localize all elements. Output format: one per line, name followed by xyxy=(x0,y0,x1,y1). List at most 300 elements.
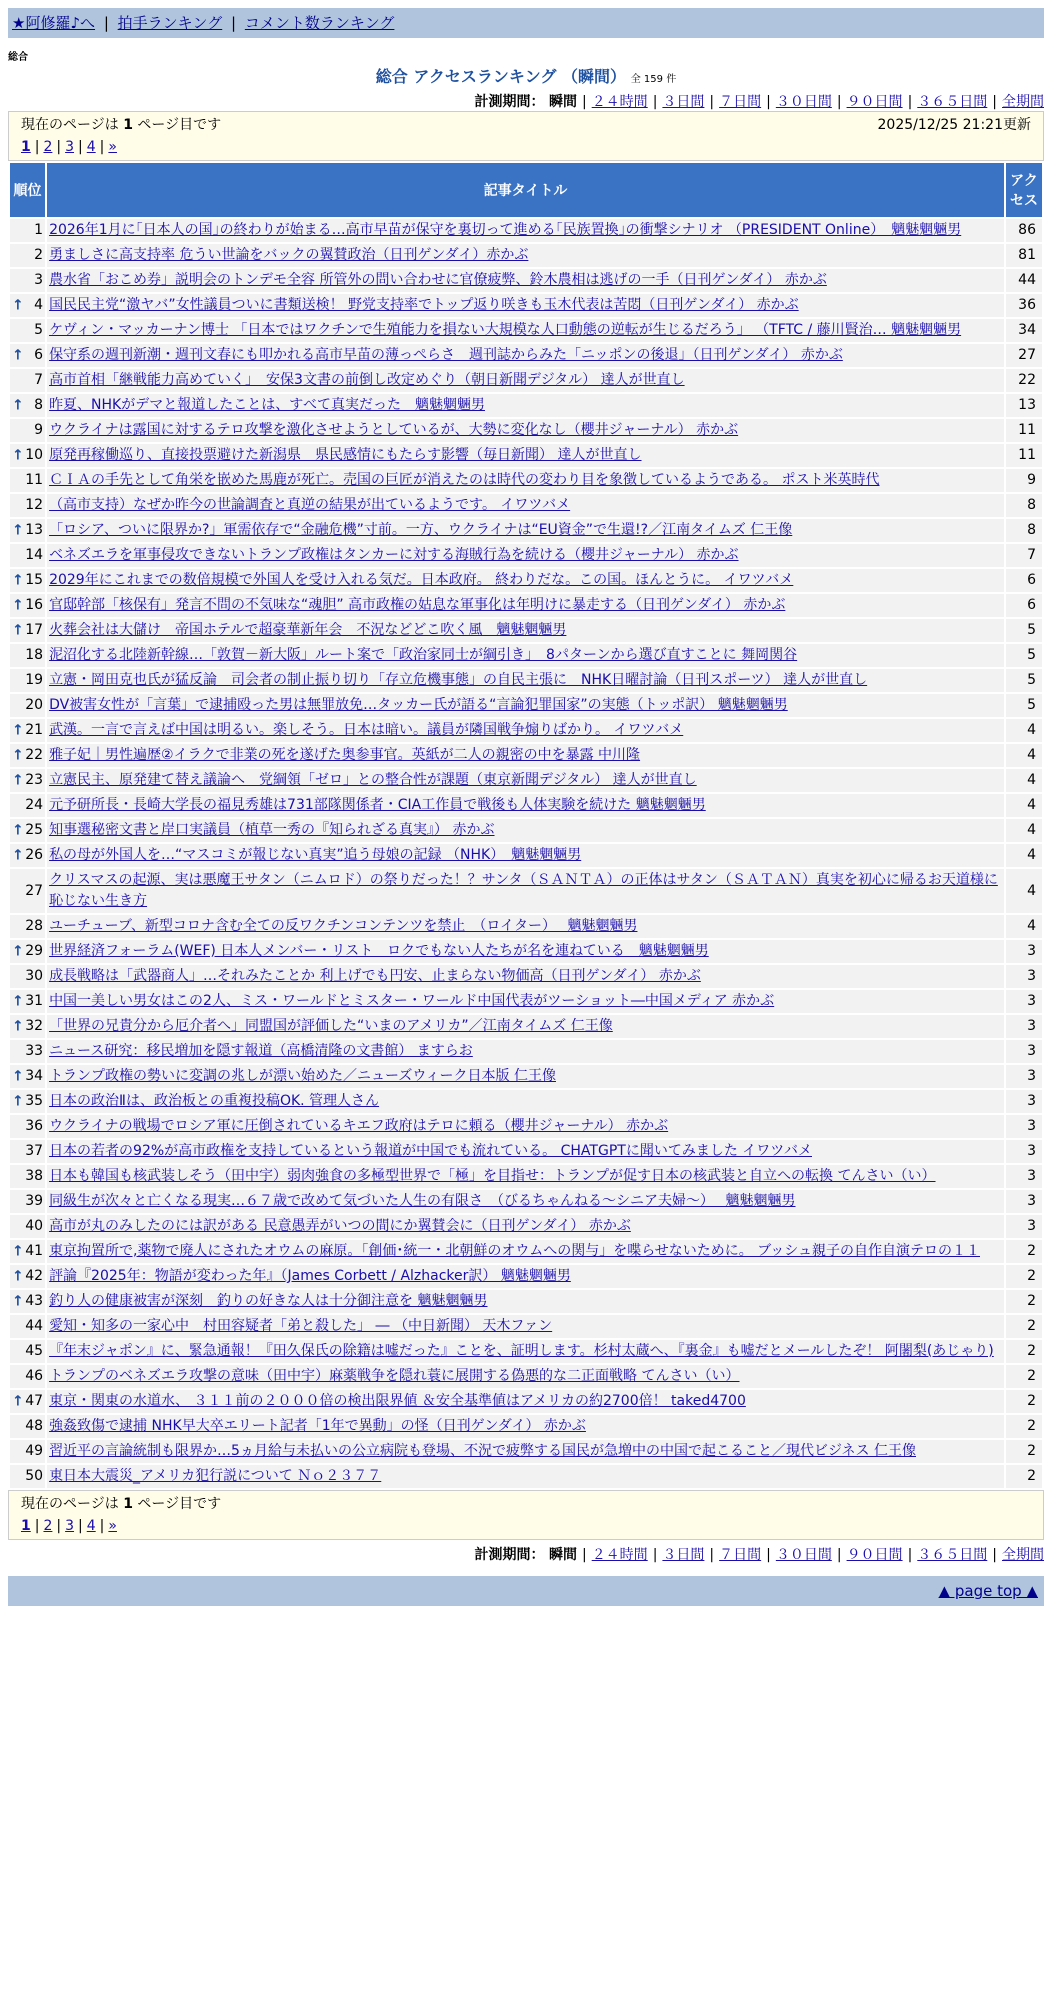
table-row xyxy=(10,219,1042,242)
category-label: 総合 xyxy=(8,52,28,63)
article-link[interactable]: トランプのベネズエラ攻撃の意味（田中宇）麻薬戦争を隠れ蓑に展開する偽悪的な二正面戦略 てんさい（い） xyxy=(49,1368,740,1384)
table-row xyxy=(10,344,1042,367)
access-count: 36 xyxy=(1006,294,1042,317)
ranking-table xyxy=(8,161,1044,1490)
access-count: 27 xyxy=(1006,344,1042,367)
article-link[interactable]: 2026年1月に｢日本人の国｣の終わりが始まる…高市早苗が保守を裏切って進める｢民族置換｣の衝撃シナリオ （PRESIDENT Online） 魑魅魍魎男 xyxy=(49,222,962,238)
rank-cell xyxy=(10,594,45,617)
rank-number: 36 xyxy=(25,1118,44,1134)
access-count: 11 xyxy=(1006,444,1042,467)
table-row xyxy=(10,1465,1042,1488)
rank-up-arrow-icon: ↑ xyxy=(12,622,24,638)
page-links xyxy=(21,1515,1031,1537)
access-count: 3 xyxy=(1006,1140,1042,1163)
article-link[interactable]: 日本の政治Ⅱは、政治板との重複投稿OK. 管理人さん xyxy=(49,1093,380,1109)
access-count: 6 xyxy=(1006,594,1042,617)
article-link[interactable]: ウクライナの戦場でロシア軍に圧倒されているキエフ政府はテロに頼る（櫻井ジャーナル） 赤かぶ xyxy=(49,1118,669,1134)
period-6[interactable]: ３６５日間 xyxy=(917,1547,988,1563)
rank-number: 2 xyxy=(34,247,44,263)
page-separator: | xyxy=(56,139,62,155)
rank-number: 1 xyxy=(34,222,44,238)
page-links xyxy=(21,136,1031,158)
rank-number: 14 xyxy=(25,547,44,563)
table-row xyxy=(10,1190,1042,1213)
access-count: 2 xyxy=(1006,1315,1042,1338)
title-cell xyxy=(47,294,1004,317)
period-3[interactable]: ７日間 xyxy=(719,1547,762,1563)
article-link[interactable]: 元予研所長・長崎大学長の福見秀雄は731部隊関係者・CIA工作員で戦後も人体実験を続けた 魑魅魍魎男 xyxy=(49,797,706,813)
period-separator: | xyxy=(907,94,913,110)
access-count: 4 xyxy=(1006,719,1042,742)
title-cell xyxy=(47,219,1004,242)
rank-number: 37 xyxy=(25,1143,44,1159)
article-link[interactable]: 私の母が外国人を…“マスコミが報じない真実”追う母娘の記録 （NHK） 魑魅魍魎男 xyxy=(49,847,582,863)
table-row xyxy=(10,569,1042,592)
period-separator: | xyxy=(581,94,587,110)
access-count: 5 xyxy=(1006,619,1042,642)
access-count: 7 xyxy=(1006,544,1042,567)
period-label: 計測期間： xyxy=(474,1547,545,1563)
rank-number: 48 xyxy=(25,1418,44,1434)
article-link[interactable]: 習近平の言論統制も限界か…5ヵ月給与未払いの公立病院も登場、不況で疲弊する国民が急増中の中国で起こること／現代ビジネス 仁王像 xyxy=(49,1443,916,1459)
title-cell xyxy=(47,1140,1004,1163)
rank-number: 49 xyxy=(25,1443,44,1459)
period-separator: | xyxy=(709,1547,715,1563)
table-row xyxy=(10,469,1042,492)
period-6[interactable]: ３６５日間 xyxy=(917,94,988,110)
rank-number: 41 xyxy=(25,1243,44,1259)
page-link-4[interactable]: 4 xyxy=(86,1518,96,1534)
article-link[interactable]: 「ロシア、ついに限界か?」軍需依存で“金融危機”寸前。一方、ウクライナは“EU資金”で生還!?／江南タイムズ 仁王像 xyxy=(49,522,793,538)
header-title: 記事タイトル xyxy=(47,163,1004,217)
access-count: 4 xyxy=(1006,915,1042,938)
table-row xyxy=(10,1440,1042,1463)
title-cell xyxy=(47,990,1004,1013)
article-link[interactable]: 強姦致傷で逮捕 NHK早大卒エリート記者「1年で異動」の怪（日刊ゲンダイ） 赤かぶ xyxy=(49,1418,586,1434)
article-link[interactable]: 日本の若者の92%が高市政権を支持しているという報道が中国でも流れている。 CHATGPTに聞いてみました イワツバメ xyxy=(49,1143,812,1159)
rank-cell xyxy=(10,1465,45,1488)
rank-number: 17 xyxy=(25,622,44,638)
table-row xyxy=(10,1040,1042,1063)
page-separator: | xyxy=(78,139,83,155)
period-separator: | xyxy=(907,1547,913,1563)
access-count: 3 xyxy=(1006,1215,1042,1238)
title-cell xyxy=(47,1165,1004,1188)
rank-cell xyxy=(10,1390,45,1413)
table-row xyxy=(10,965,1042,988)
article-link[interactable]: 立憲民主、原発建て替え議論へ 党綱領「ゼロ」との整合性が課題（東京新聞デジタル） 達人が世直し xyxy=(49,772,697,788)
article-link[interactable]: 官邸幹部「核保有」発言不問の不気味な“魂胆” 高市政権の姑息な軍事化は年明けに暴走する（日刊ゲンダイ） 赤かぶ xyxy=(49,597,786,613)
article-link[interactable]: クリスマスの起源、実は悪魔王サタン（ニムロド）の祭りだった！？サンタ（ＳＡＮＴＡ）の正体はサタン（ＳＡＴＡＮ）真実を初心に帰るお天道様に恥じない生き方 xyxy=(49,872,998,909)
page-link-2[interactable]: 2 xyxy=(43,1518,53,1534)
title-cell xyxy=(47,419,1004,442)
home-link[interactable]: ★阿修羅♪へ xyxy=(12,14,96,32)
title-cell xyxy=(47,669,1004,692)
rank-number: 32 xyxy=(25,1018,44,1034)
period-1[interactable]: ２４時間 xyxy=(591,94,648,110)
rank-number: 47 xyxy=(25,1393,44,1409)
article-link[interactable]: 雅子妃｜男性遍歴②イラクで非業の死を遂げた奥参事官。英紙が二人の親密の中を暴露 中川隆 xyxy=(49,747,641,763)
table-row xyxy=(10,269,1042,292)
rank-cell xyxy=(10,794,45,817)
page-separator: | xyxy=(34,139,40,155)
article-link[interactable]: 知事選秘密文書と岸口実議員（植草一秀の『知られざる真実』） 赤かぶ xyxy=(49,822,495,838)
table-row xyxy=(10,494,1042,517)
rank-up-arrow-icon: ↑ xyxy=(12,847,24,863)
rank-number: 24 xyxy=(25,797,44,813)
title-cell xyxy=(47,1190,1004,1213)
period-2[interactable]: ３日間 xyxy=(662,94,705,110)
rank-cell xyxy=(10,369,45,392)
current-page-text: 現在のページは 1 ページ目です xyxy=(21,1496,222,1512)
rank-up-arrow-icon: ↑ xyxy=(12,1093,24,1109)
rank-cell xyxy=(10,1340,45,1363)
page-link-1[interactable]: 1 xyxy=(21,1518,31,1534)
rank-number: 22 xyxy=(25,747,44,763)
table-row xyxy=(10,719,1042,742)
access-count: 4 xyxy=(1006,869,1042,913)
title-cell xyxy=(47,819,1004,842)
rank-number: 26 xyxy=(25,847,44,863)
rank-cell xyxy=(10,1215,45,1238)
title-cell xyxy=(47,744,1004,767)
article-link[interactable]: 日本も韓国も核武装しそう（田中宇）弱肉強食の多極型世界で「極」を目指せ：トランプが促す日本の核武装と自立への転換 てんさい（い） xyxy=(49,1168,936,1184)
article-link[interactable]: 昨夏、NHKがデマと報道したことは、すべて真実だった 魑魅魍魎男 xyxy=(49,397,485,413)
period-5[interactable]: ９０日間 xyxy=(846,94,903,110)
footer-bar xyxy=(8,1576,1044,1606)
rank-number: 44 xyxy=(25,1318,44,1334)
article-link[interactable]: 高市が丸のみしたのには訳がある 民意愚弄がいつの間にか翼賛会に（日刊ゲンダイ） 赤かぶ xyxy=(49,1218,631,1234)
title-cell xyxy=(47,644,1004,667)
rank-cell xyxy=(10,1365,45,1388)
table-row xyxy=(10,1240,1042,1263)
table-row xyxy=(10,294,1042,317)
rank-cell xyxy=(10,915,45,938)
access-count: 3 xyxy=(1006,1065,1042,1088)
access-count: 2 xyxy=(1006,1465,1042,1488)
title-cell xyxy=(47,719,1004,742)
rank-number: 12 xyxy=(25,497,44,513)
article-link[interactable]: ユーチューブ、新型コロナ含む全ての反ワクチンコンテンツを禁止 （ロイター） 魑魅魍魎男 xyxy=(49,918,638,934)
rank-number: 19 xyxy=(25,672,44,688)
access-count: 3 xyxy=(1006,1015,1042,1038)
access-count: 2 xyxy=(1006,1390,1042,1413)
rank-cell xyxy=(10,1090,45,1113)
article-link[interactable]: 『年末ジャポン』に、緊急通報！『田久保氏の除籍は嘘だった』ことを、証明します。杉村太蔵へ、『裏金』も嘘だとメールしたぞ！ 阿闍梨(あじゃり) xyxy=(49,1343,994,1359)
access-count: 2 xyxy=(1006,1440,1042,1463)
title-cell xyxy=(47,1315,1004,1338)
article-link[interactable]: 2029年にこれまでの数倍規模で外国人を受け入れる気だ。日本政府。 終わりだな。この国。ほんとうに。 イワツバメ xyxy=(49,572,794,588)
rank-up-arrow-icon: ↑ xyxy=(12,447,24,463)
table-row xyxy=(10,394,1042,417)
page-top-link[interactable]: ▲ page top ▲ xyxy=(938,1582,1038,1600)
article-link[interactable]: 評論『2025年：物語が変わった年』（James Corbett / Alzhacker訳） 魑魅魍魎男 xyxy=(49,1268,571,1284)
rank-number: 5 xyxy=(34,322,44,338)
title-cell xyxy=(47,569,1004,592)
page-link-3[interactable]: 3 xyxy=(65,139,75,155)
table-row xyxy=(10,794,1042,817)
rank-cell xyxy=(10,394,45,417)
title-cell xyxy=(47,619,1004,642)
period-separator: | xyxy=(581,1547,587,1563)
access-count: 8 xyxy=(1006,494,1042,517)
rank-cell xyxy=(10,344,45,367)
table-row xyxy=(10,1265,1042,1288)
title-cell xyxy=(47,494,1004,517)
article-link[interactable]: ベネズエラを軍事侵攻できないトランプ政権はタンカーに対する海賊行為を続ける（櫻井ジャーナル） 赤かぶ xyxy=(49,547,739,563)
article-link[interactable]: 東日本大震災_アメリカ犯行説について Ｎｏ２３７７ xyxy=(49,1468,382,1484)
next-page-link[interactable]: » xyxy=(108,1518,117,1534)
table-row xyxy=(10,1390,1042,1413)
access-count: 4 xyxy=(1006,744,1042,767)
rank-up-arrow-icon: ↑ xyxy=(12,1068,24,1084)
rank-number: 11 xyxy=(25,472,44,488)
article-link[interactable]: 原発再稼働巡り、直接投票避けた新潟県 県民感情にもたらす影響（毎日新聞） 達人が世直し xyxy=(49,447,642,463)
period-label: 計測期間： xyxy=(474,94,545,110)
title-cell xyxy=(47,1440,1004,1463)
period-0[interactable]: 瞬間 xyxy=(548,94,577,110)
total-count: 全 159 件 xyxy=(630,74,677,85)
article-link[interactable]: ウクライナは露国に対するテロ攻撃を激化させようとしているが、大勢に変化なし（櫻井ジャーナル） 赤かぶ xyxy=(49,422,739,438)
title-cell xyxy=(47,1415,1004,1438)
rank-up-arrow-icon: ↑ xyxy=(12,572,24,588)
access-count: 8 xyxy=(1006,519,1042,542)
rank-number: 33 xyxy=(25,1043,44,1059)
title-cell xyxy=(47,519,1004,542)
page-link-4[interactable]: 4 xyxy=(86,139,96,155)
access-count: 3 xyxy=(1006,990,1042,1013)
rank-number: 4 xyxy=(34,297,44,313)
rank-up-arrow-icon: ↑ xyxy=(12,397,24,413)
rank-number: 38 xyxy=(25,1168,44,1184)
rank-number: 35 xyxy=(25,1093,44,1109)
rank-up-arrow-icon: ↑ xyxy=(12,722,24,738)
title-cell xyxy=(47,844,1004,867)
rank-cell xyxy=(10,769,45,792)
table-row xyxy=(10,1315,1042,1338)
rank-up-arrow-icon: ↑ xyxy=(12,772,24,788)
title-cell xyxy=(47,940,1004,963)
rank-number: 6 xyxy=(34,347,44,363)
rank-number: 27 xyxy=(25,882,44,899)
rank-number: 18 xyxy=(25,647,44,663)
title-cell xyxy=(47,344,1004,367)
period-2[interactable]: ３日間 xyxy=(662,1547,705,1563)
rank-number: 28 xyxy=(25,918,44,934)
table-row xyxy=(10,1365,1042,1388)
article-link[interactable]: 泥沼化する北陸新幹線…「敦賀－新大阪」ルート案で「政治家同士が綱引き」 8パターンから選び直すことに 舞岡関谷 xyxy=(49,647,798,663)
table-row xyxy=(10,1015,1042,1038)
period-4[interactable]: ３０日間 xyxy=(775,1547,832,1563)
article-link[interactable]: 成長戦略は「武器商人」…それみたことか 利上げでも円安、止まらない物価高（日刊ゲンダイ） 赤かぶ xyxy=(49,968,701,984)
nav-separator: | xyxy=(103,14,109,32)
page-link-3[interactable]: 3 xyxy=(65,1518,75,1534)
rank-number: 43 xyxy=(25,1293,44,1309)
rank-cell xyxy=(10,244,45,267)
rank-number: 15 xyxy=(25,572,44,588)
article-link[interactable]: 火葬会社は大儲け 帝国ホテルで超豪華新年会 不況などどこ吹く風 魑魅魍魎男 xyxy=(49,622,567,638)
table-row xyxy=(10,1115,1042,1138)
page-link-2[interactable]: 2 xyxy=(43,139,53,155)
table-row xyxy=(10,544,1042,567)
rank-up-arrow-icon: ↑ xyxy=(12,1018,24,1034)
access-count: 3 xyxy=(1006,1115,1042,1138)
title-cell xyxy=(47,1390,1004,1413)
rank-cell xyxy=(10,819,45,842)
title-cell xyxy=(47,544,1004,567)
rank-cell xyxy=(10,319,45,342)
rank-up-arrow-icon: ↑ xyxy=(12,297,24,313)
article-link[interactable]: 愛知・知多の一家心中 村田容疑者「弟と殺した」 ― （中日新聞） 天木ファン xyxy=(49,1318,553,1334)
rank-cell xyxy=(10,694,45,717)
next-page-link[interactable]: » xyxy=(108,139,117,155)
rank-number: 16 xyxy=(25,597,44,613)
rank-cell xyxy=(10,1065,45,1088)
rank-up-arrow-icon: ↑ xyxy=(12,993,24,1009)
access-count: 3 xyxy=(1006,1190,1042,1213)
rank-cell xyxy=(10,569,45,592)
access-count: 3 xyxy=(1006,1040,1042,1063)
page-title: 総合 アクセスランキング （瞬間） xyxy=(375,67,626,86)
rank-cell xyxy=(10,1115,45,1138)
period-4[interactable]: ３０日間 xyxy=(775,94,832,110)
article-link[interactable]: 世界経済フォーラム(WEF) 日本人メンバー・リスト ロクでもない人たちが名を連ねている 魑魅魍魎男 xyxy=(49,943,709,959)
access-count: 3 xyxy=(1006,1165,1042,1188)
access-count: 34 xyxy=(1006,319,1042,342)
rank-up-arrow-icon: ↑ xyxy=(12,1268,24,1284)
table-row xyxy=(10,869,1042,913)
article-link[interactable]: トランプ政権の勢いに変調の兆しが漂い始めた／ニューズウィーク日本版 仁王像 xyxy=(49,1068,556,1084)
access-count: 11 xyxy=(1006,419,1042,442)
rank-cell xyxy=(10,719,45,742)
article-link[interactable]: 保守系の週刊新潮・週刊文春にも叩かれる高市早苗の薄っぺらさ 週刊誌からみた「ニッポンの後退」（日刊ゲンダイ） 赤かぶ xyxy=(49,347,843,363)
title-cell xyxy=(47,469,1004,492)
article-link[interactable]: ニュース研究：移民増加を隠す報道（高橋清隆の文書館） ますらお xyxy=(49,1043,473,1059)
access-count: 22 xyxy=(1006,369,1042,392)
article-link[interactable]: 東京・関東の水道水、 ３１１前の２０００倍の検出限界値 ＆安全基準値はアメリカの約2700倍！ taked4700 xyxy=(49,1393,746,1409)
period-0[interactable]: 瞬間 xyxy=(548,1547,577,1563)
rank-cell xyxy=(10,1415,45,1438)
rank-number: 31 xyxy=(25,993,44,1009)
rank-number: 8 xyxy=(34,397,44,413)
rank-cell xyxy=(10,940,45,963)
table-row xyxy=(10,1090,1042,1113)
article-link[interactable]: 勇ましさに高支持率 危うい世論をバックの翼賛政治（日刊ゲンダイ）赤かぶ xyxy=(49,247,529,263)
access-count: 4 xyxy=(1006,819,1042,842)
article-link[interactable]: 高市首相「継戦能力高めていく」 安保3文書の前倒し改定めぐり（朝日新聞デジタル） 達人が世直し xyxy=(49,372,685,388)
article-link[interactable]: 中国一美しい男女はこの2人、ミス・ワールドとミスター・ワールド中国代表がツーショット―中国メディア 赤かぶ xyxy=(49,993,775,1009)
article-link[interactable]: 国民民主党“激ヤバ”女性議員ついに書類送検！ 野党支持率でトップ返り咲きも玉木代表は苦悶（日刊ゲンダイ） 赤かぶ xyxy=(49,297,799,313)
table-row xyxy=(10,769,1042,792)
article-link[interactable]: DV被害女性が「言葉」で逮捕殴った男は無罪放免…タッカー氏が語る“言論犯罪国家”の実態（トッポ訳） 魑魅魍魎男 xyxy=(49,697,788,713)
rank-cell xyxy=(10,1040,45,1063)
table-row xyxy=(10,669,1042,692)
period-1[interactable]: ２４時間 xyxy=(591,1547,648,1563)
access-count: 86 xyxy=(1006,219,1042,242)
article-link[interactable]: 立憲・岡田克也氏が猛反論 司会者の制止振り切り「存立危機事態」の自民主張に NHK日曜討論（日刊スポーツ） 達人が世直し xyxy=(49,672,868,688)
rank-cell xyxy=(10,1265,45,1288)
table-row xyxy=(10,1415,1042,1438)
article-link[interactable]: ケヴィン・マッカーナン博士 「日本ではワクチンで生殖能力を損ない大規模な人口動態の逆転が生じるだろう」 （TFTC / 藤川賢治… 魑魅魍魎男 xyxy=(49,322,962,338)
page-link-1[interactable]: 1 xyxy=(21,139,31,155)
rank-up-arrow-icon: ↑ xyxy=(12,747,24,763)
table-row xyxy=(10,319,1042,342)
article-link[interactable]: 東京拘置所で,薬物で廃人にされたオウムの麻原。「創価･統一・北朝鮮のオウムへの関与」を喋らせないために。 ブッシュ親子の自作自演テロの１１ xyxy=(49,1243,980,1259)
access-count: 5 xyxy=(1006,644,1042,667)
table-row xyxy=(10,1215,1042,1238)
rank-cell xyxy=(10,269,45,292)
article-link[interactable]: 同級生が次々と亡くなる現実…６７歳で改めて気づいた人生の有限さ （びるちゃんねる～シニア夫婦～） 魑魅魍魎男 xyxy=(49,1193,796,1209)
table-row xyxy=(10,1165,1042,1188)
ranking-rows xyxy=(10,219,1042,1488)
rank-cell xyxy=(10,644,45,667)
period-separator: | xyxy=(652,94,658,110)
rank-number: 30 xyxy=(25,968,44,984)
access-count: 2 xyxy=(1006,1290,1042,1313)
rank-number: 7 xyxy=(34,372,44,388)
article-link[interactable]: 釣り人の健康被害が深刻 釣りの好きな人は十分御注意を 魑魅魍魎男 xyxy=(49,1293,488,1309)
article-link[interactable]: 農水省「おこめ券」説明会のトンデモ全容 所管外の問い合わせに官僚疲弊、鈴木農相は逃げの一手（日刊ゲンダイ） 赤かぶ xyxy=(49,272,827,288)
rank-number: 39 xyxy=(25,1193,44,1209)
title-cell xyxy=(47,915,1004,938)
rank-number: 13 xyxy=(25,522,44,538)
title-cell xyxy=(47,394,1004,417)
rank-number: 29 xyxy=(25,943,44,959)
article-link[interactable]: 武漢。一言で言えば中国は明るい。楽しそう。日本は暗い。議員が隣国戦争煽りばかり。 イワツバメ xyxy=(49,722,684,738)
access-count: 5 xyxy=(1006,694,1042,717)
access-count: 13 xyxy=(1006,394,1042,417)
rank-number: 46 xyxy=(25,1368,44,1384)
rank-cell xyxy=(10,1315,45,1338)
table-row xyxy=(10,244,1042,267)
rank-cell xyxy=(10,494,45,517)
article-link[interactable]: 「世界の兄貴分から厄介者へ」同盟国が評価した“いまのアメリカ”／江南タイムズ 仁王像 xyxy=(49,1018,613,1034)
pagination-bottom xyxy=(8,1490,1044,1540)
rank-number: 20 xyxy=(25,697,44,713)
comment-ranking-link[interactable]: コメント数ランキング xyxy=(244,14,395,32)
period-separator: | xyxy=(836,94,842,110)
rank-number: 50 xyxy=(25,1468,44,1484)
rank-cell xyxy=(10,294,45,317)
rank-number: 10 xyxy=(25,447,44,463)
clap-ranking-link[interactable]: 拍手ランキング xyxy=(117,14,223,32)
period-7[interactable]: 全期間 xyxy=(1002,94,1044,110)
rank-cell xyxy=(10,419,45,442)
rank-cell xyxy=(10,965,45,988)
period-5[interactable]: ９０日間 xyxy=(846,1547,903,1563)
article-link[interactable]: （高市支持）なぜか昨今の世論調査と真逆の結果が出ているようです。 イワツバメ xyxy=(49,497,571,513)
top-nav-bar xyxy=(8,8,1044,38)
table-header-row xyxy=(10,163,1042,217)
table-row xyxy=(10,1340,1042,1363)
rank-cell xyxy=(10,469,45,492)
access-count: 4 xyxy=(1006,844,1042,867)
period-7[interactable]: 全期間 xyxy=(1002,1547,1044,1563)
title-cell xyxy=(47,965,1004,988)
title-cell xyxy=(47,369,1004,392)
title-cell xyxy=(47,1465,1004,1488)
rank-up-arrow-icon: ↑ xyxy=(12,347,24,363)
header-rank: 順位 xyxy=(10,163,45,217)
header-access: アクセス xyxy=(1006,163,1042,217)
table-row xyxy=(10,694,1042,717)
rank-up-arrow-icon: ↑ xyxy=(12,1393,24,1409)
table-row xyxy=(10,1065,1042,1088)
title-cell xyxy=(47,794,1004,817)
period-3[interactable]: ７日間 xyxy=(719,94,762,110)
article-link[interactable]: ＣＩＡの手先として角栄を嵌めた馬鹿が死亡。売国の巨匠が消えたのは時代の変わり目を象徴しているようである。 ポスト米英時代 xyxy=(49,472,880,488)
period-separator: | xyxy=(766,1547,771,1563)
